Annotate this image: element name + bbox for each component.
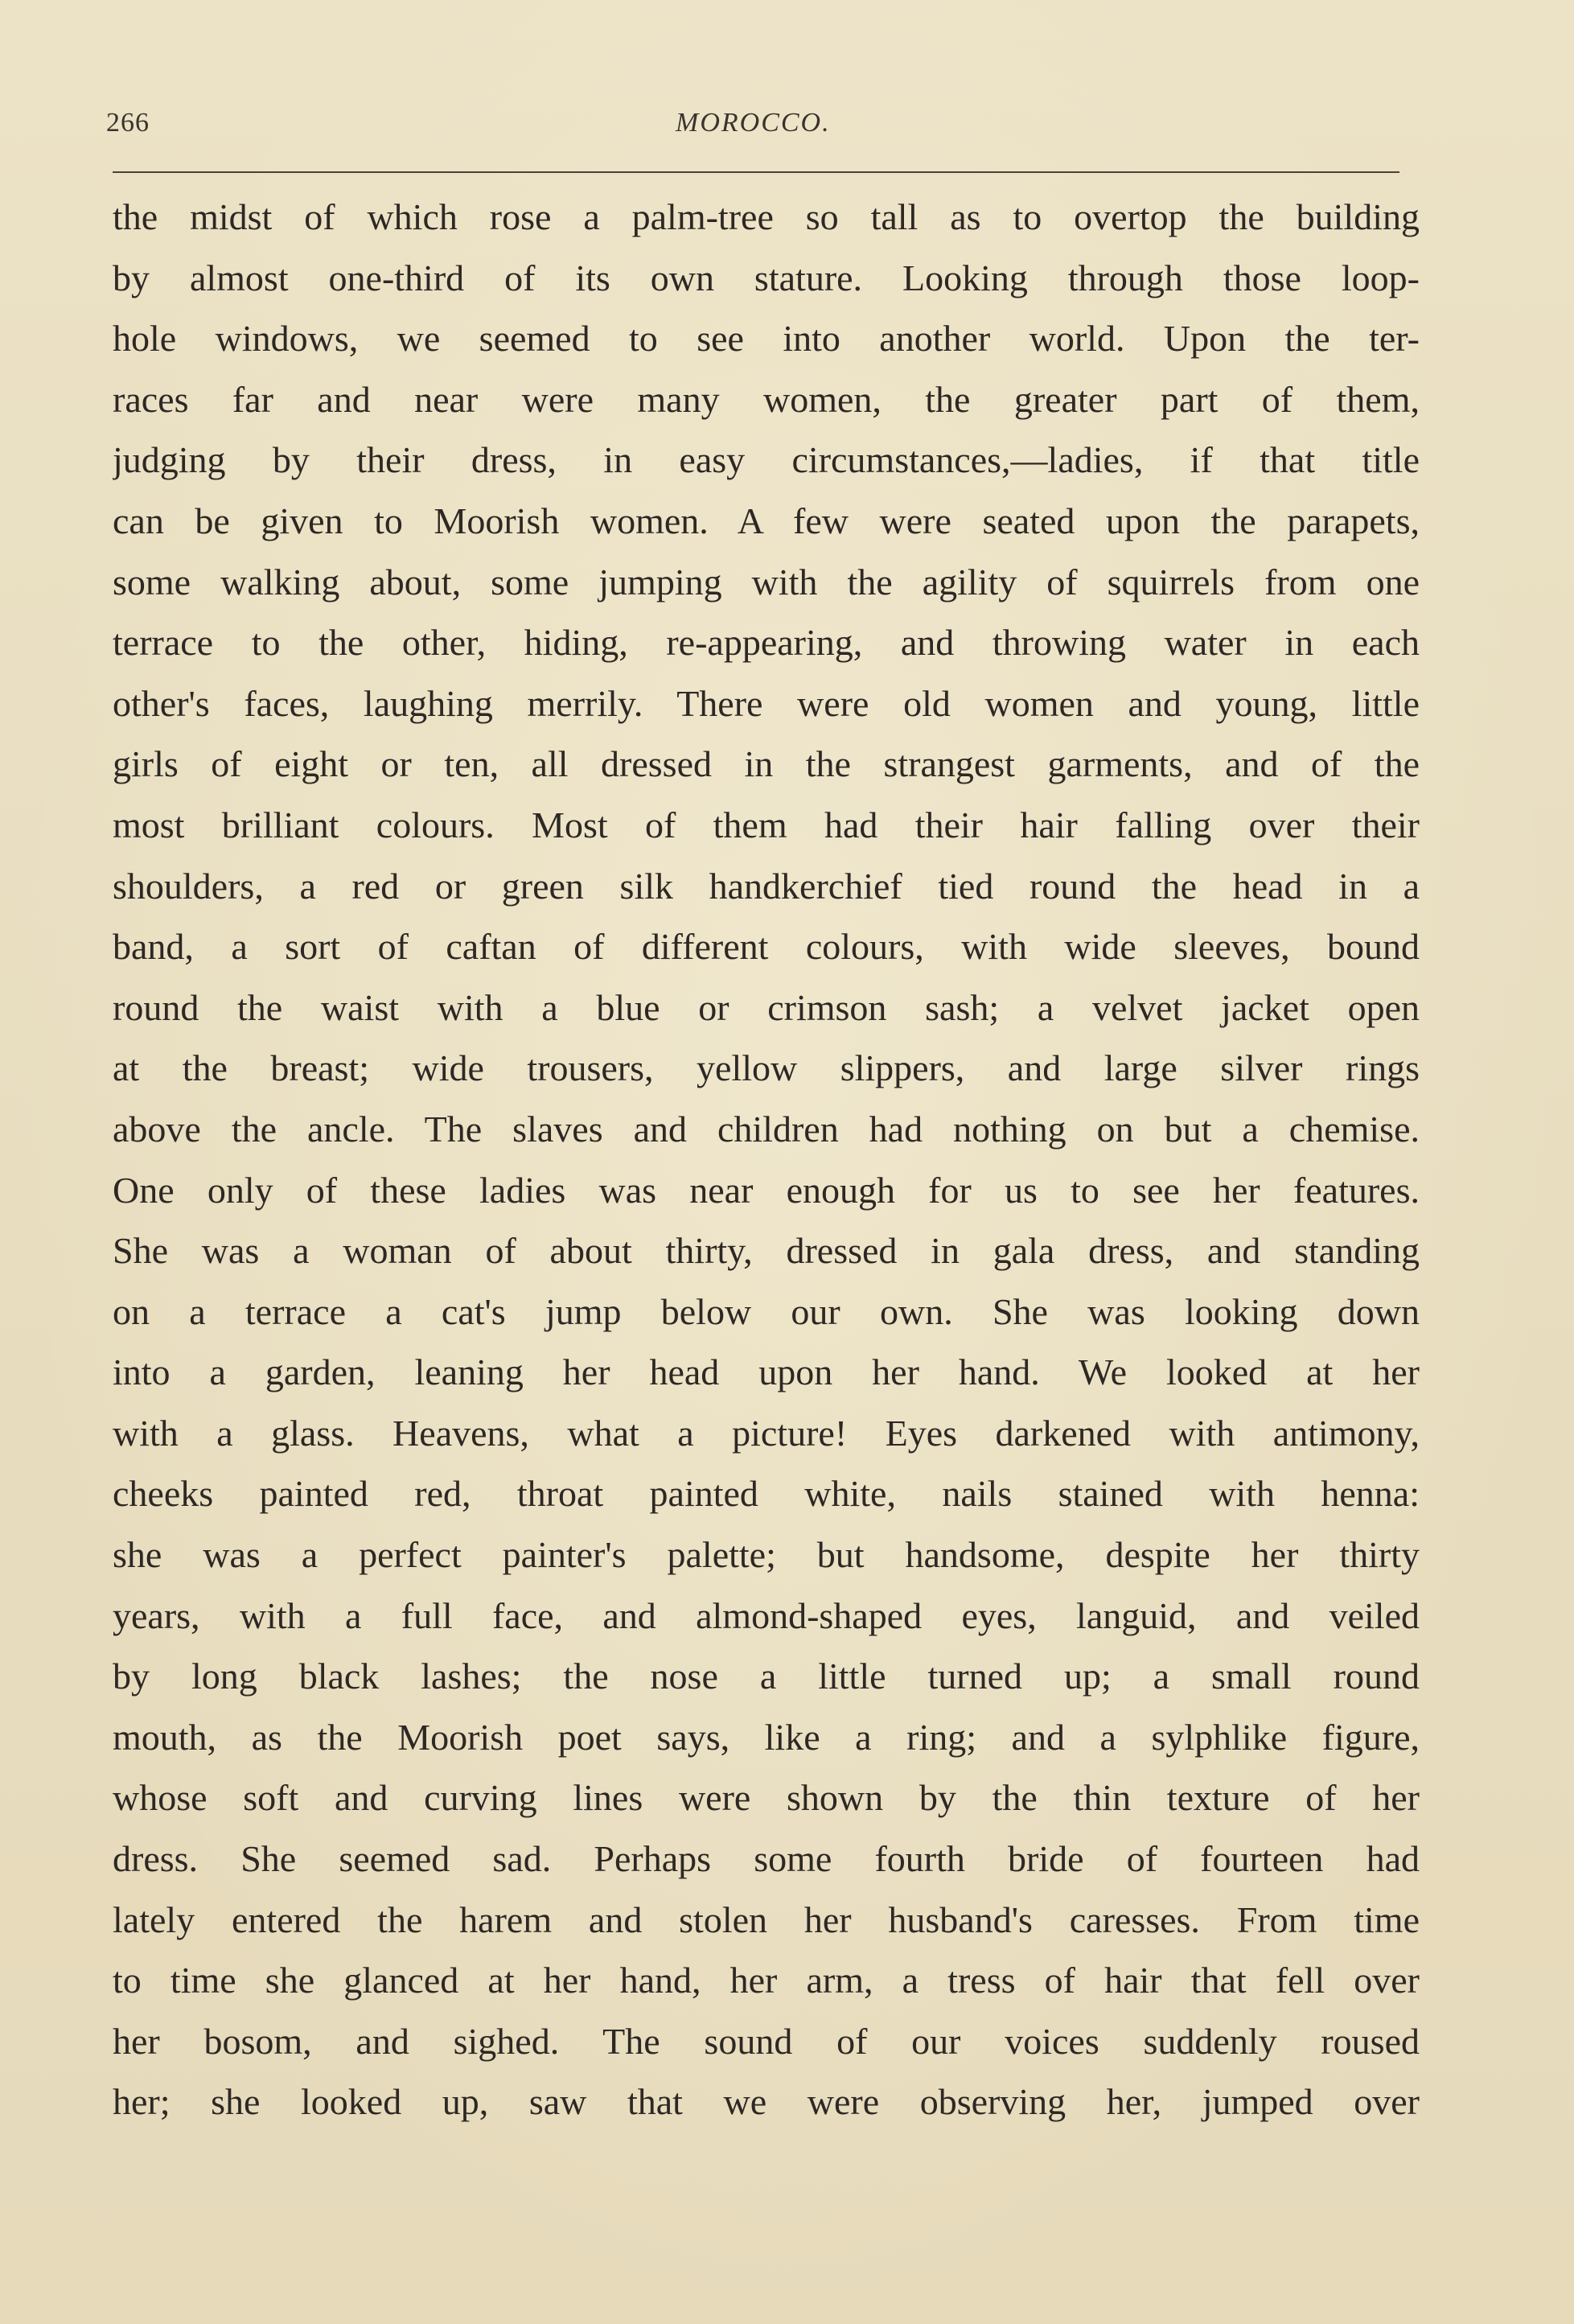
text-line: she was a perfect painter's palette; but handsome, despite her thirty: [113, 1534, 1420, 1576]
text-line: into a garden, leaning her head upon her hand. We looked at her: [113, 1351, 1420, 1393]
page-number: 266: [106, 108, 150, 138]
body-text: [113, 187, 1420, 2133]
running-title: MOROCCO.: [676, 108, 831, 138]
header-rule: [113, 171, 1399, 173]
text-line: mouth, as the Moorish poet says, like a ring; and a sylphlike figure,: [113, 1716, 1420, 1758]
text-line: dress. She seemed sad. Perhaps some fourth bride of fourteen had: [113, 1838, 1420, 1880]
text-line: at the breast; wide trousers, yellow slippers, and large silver rings: [113, 1047, 1420, 1089]
text-line: to time she glanced at her hand, her arm, a tress of hair that fell over: [113, 1960, 1420, 2001]
text-line: by long black lashes; the nose a little turned up; a small round: [113, 1656, 1420, 1697]
text-line: She was a woman of about thirty, dressed in gala dress, and standing: [113, 1230, 1420, 1272]
running-head: [106, 108, 1425, 148]
text-line: shoulders, a red or green silk handkerchief tied round the head in a: [113, 865, 1420, 907]
text-line: lately entered the harem and stolen her husband's caresses. From time: [113, 1898, 1420, 1940]
text-line: with a glass. Heavens, what a picture! Eyes darkened with antimony,: [113, 1412, 1420, 1454]
text-line: her; she looked up, saw that we were observing her, jumped over: [113, 2081, 1420, 2123]
text-line: on a terrace a cat's jump below our own. She was looking down: [113, 1290, 1420, 1332]
text-line: the midst of which rose a palm-tree so tall as to overtop the building: [113, 196, 1420, 237]
text-line: band, a sort of caftan of different colours, with wide sleeves, bound: [113, 926, 1420, 968]
text-line: by almost one-third of its own stature. Looking through those loop-: [113, 257, 1420, 298]
text-line: years, with a full face, and almond-shaped eyes, languid, and veiled: [113, 1594, 1420, 1636]
text-line: other's faces, laughing merrily. There were old women and young, little: [113, 682, 1420, 724]
text-line: above the ancle. The slaves and children had nothing on but a chemise.: [113, 1108, 1420, 1150]
text-line: round the waist with a blue or crimson sash; a velvet jacket open: [113, 986, 1420, 1028]
text-line: judging by their dress, in easy circumstances,—ladies, if that title: [113, 439, 1420, 481]
text-line: One only of these ladies was near enough for us to see her features.: [113, 1169, 1420, 1211]
text-line: can be given to Moorish women. A few were seated upon the parapets,: [113, 500, 1420, 541]
text-line: whose soft and curving lines were shown by the thin texture of her: [113, 1777, 1420, 1819]
text-line: terrace to the other, hiding, re-appearing, and throwing water in each: [113, 622, 1420, 664]
text-line: cheeks painted red, throat painted white, nails stained with henna:: [113, 1473, 1420, 1515]
text-line: her bosom, and sighed. The sound of our voices suddenly roused: [113, 2020, 1420, 2062]
text-line: most brilliant colours. Most of them had their hair falling over their: [113, 804, 1420, 845]
text-line: girls of eight or ten, all dressed in the strangest garments, and of the: [113, 743, 1420, 785]
text-line: hole windows, we seemed to see into another world. Upon the ter-: [113, 318, 1420, 360]
text-line: some walking about, some jumping with the agility of squirrels from one: [113, 561, 1420, 603]
text-line: races far and near were many women, the greater part of them,: [113, 378, 1420, 420]
